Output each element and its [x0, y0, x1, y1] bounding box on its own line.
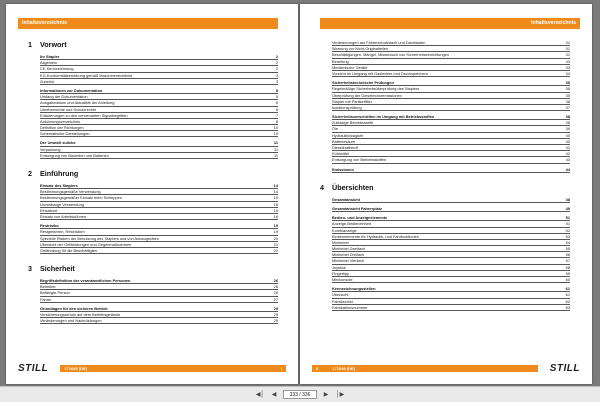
- toc-entry-page: 57: [565, 258, 570, 264]
- toc-entry-title: Entsorgung von Betriebsstoffen: [332, 157, 387, 163]
- toc-entry-title: Betreiber: [40, 284, 56, 290]
- toc-entry-title: Abkürzungsverzeichnis: [40, 118, 81, 124]
- toc-entry-title: Veränderungen und Nachrüstungen: [40, 318, 102, 324]
- toc-entry-title: Bestimmungsgemäßer Einsatz beim Schleppen: [40, 195, 122, 201]
- section-number: 2: [28, 169, 32, 178]
- toc-entry-page: 61: [565, 286, 570, 292]
- section-heading: [320, 182, 570, 192]
- toc-entry-page: 29: [273, 312, 278, 317]
- prev-page-icon[interactable]: ◀: [271, 392, 277, 398]
- toc-entry-title: Emissionen: [332, 166, 354, 172]
- doc-code: 171649 [DE]: [332, 365, 355, 371]
- toc-entry-page: 2: [275, 60, 278, 66]
- toc-entry-title: Kombianzeige: [332, 227, 357, 233]
- toc-entry-page: 53: [565, 233, 570, 239]
- section-title: Einführung: [40, 169, 79, 178]
- toc-entry-title: Veränderungen am Fahrerschutzdach und Dachlasten: [332, 40, 426, 45]
- toc-entry-title: Beschädigungen, Mängel, Missbrauch von Sicherheitseinrichtungen: [332, 52, 450, 58]
- toc-entry-page: 38: [565, 120, 570, 126]
- toc-entry-title: Regelmäßige Sicherheitsüberprüfung des Staplers: [332, 86, 420, 92]
- toc-entry-page: 15: [273, 195, 278, 201]
- toc-entry-title: Urheberrechte und Schutzrechte: [40, 106, 97, 112]
- toc-entry-page: 10: [273, 131, 278, 137]
- toc-entry-page: 31: [565, 40, 570, 45]
- toc-entry[interactable]: [40, 318, 278, 324]
- toc-entry-page: 62: [565, 298, 570, 304]
- section-gap: [28, 254, 278, 264]
- toc-entry-page: 58: [565, 264, 570, 270]
- toc-entry-page: 42: [565, 151, 570, 157]
- toc-entry-title: Einsatzort: [40, 207, 58, 213]
- toc-entry-title: Unzulässige Verwendung: [40, 201, 84, 207]
- toc-entry-title: Ihr Stapler: [40, 54, 60, 59]
- toc-entry-page: 38: [565, 114, 570, 120]
- toc-entry-page: 7: [275, 112, 278, 118]
- still-logo: STILL: [18, 362, 49, 374]
- section-title: Sicherheit: [40, 264, 75, 274]
- toc-entry-page: 6: [275, 100, 278, 106]
- toc-entry-page: 19: [273, 223, 278, 229]
- toc-entry-page: 51: [565, 221, 570, 227]
- section-number: 1: [28, 40, 32, 49]
- toc-entry-title: Sicherheitsvorschriften im Umgang mit Betriebsstoffen: [332, 114, 435, 120]
- toc-entry-title: Warnung vor Nicht-Originalteilen: [332, 46, 389, 52]
- section-gap: [28, 159, 278, 169]
- toc-entry-title: Minihebel Zweifach: [332, 246, 366, 252]
- toc-entry-title: Minihebel: [332, 239, 349, 245]
- toc-entry-title: Medizinische Geräte: [332, 64, 368, 70]
- toc-entry-page: 18: [273, 213, 278, 219]
- toc-entry-page: 11: [273, 140, 278, 146]
- toc-entry-title: Befähigte Person: [40, 290, 70, 296]
- doc-code: 171649 [DE]: [64, 365, 87, 371]
- section-title: Vorwort: [40, 40, 67, 49]
- toc-entry-page: 14: [273, 183, 278, 188]
- toc-entry-title: Öle: [332, 126, 339, 132]
- toc-entry-page: 44: [565, 166, 570, 172]
- page-number-input[interactable]: 333 / 336: [283, 390, 317, 399]
- section-heading: [28, 169, 278, 178]
- toc-entry-title: Bedien- und Anzeigeelemente: [332, 215, 388, 221]
- toc-entry-title: Einsatz des Staplers: [40, 183, 78, 188]
- toc-entry-title: Gesamtansicht Fahrerplatz: [332, 205, 382, 211]
- toc-entry-page: 10: [273, 125, 278, 131]
- section-number: 4: [320, 182, 324, 192]
- toc-entry-page: 20: [273, 235, 278, 241]
- toc-entry-page: 11: [273, 146, 278, 152]
- toc-entry-title: Vorsicht im Umgang mit Gasfedern und Druckspeichern: [332, 70, 429, 76]
- section-number: 3: [28, 264, 32, 274]
- toc-entry-title: Schematische Darstellungen: [40, 131, 90, 137]
- toc-entry-page: 29: [273, 318, 278, 324]
- page-number: II: [316, 365, 319, 371]
- last-page-icon[interactable]: │▶: [335, 392, 345, 398]
- toc-entry-title: Versicherungsschutz auf dem Betriebsgelände: [40, 312, 121, 317]
- toc-entry-title: Hydrauliküssigkeit: [332, 132, 364, 138]
- toc-entry-page: 56: [565, 252, 570, 258]
- toc-entry-title: Zubehör: [40, 78, 55, 84]
- toc-entry-page: 6: [275, 106, 278, 112]
- section-gap: [320, 173, 570, 183]
- toc-entry-title: Restgefahren, Restrisiken: [40, 229, 85, 235]
- toc-entry-title: Gesamtansicht: [332, 196, 360, 202]
- footer-bar: [312, 365, 538, 372]
- toc-entry-page: 33: [565, 58, 570, 64]
- toc-entry-page: 63: [565, 304, 570, 310]
- toc-entry-page: 5: [275, 87, 278, 93]
- toc-entry-page: 29: [273, 305, 278, 311]
- toc-entry-title: Umfang der Dokumentation: [40, 94, 88, 100]
- toc-entry-title: Anzeige-Bedieneinheit: [332, 221, 371, 227]
- toc-entry-title: Minihebel Dreifach: [332, 252, 365, 258]
- toc-entry-page: 19: [273, 229, 278, 235]
- toc-entry-title: Übersicht: [332, 292, 349, 298]
- toc-entry-page: 59: [565, 270, 570, 276]
- toc-entry-title: Der Umwelt zuliebe: [40, 140, 76, 146]
- toc-entry-page: 60: [565, 277, 570, 282]
- toc-entry-page: 52: [565, 227, 570, 233]
- toc-entry-page: 26: [273, 284, 278, 290]
- toc-entry-title: Überprüfung der Dieselmotoremissionen: [332, 92, 402, 98]
- toc-entry-title: Einsatz von Arbeitsbühnen: [40, 213, 87, 219]
- right-page: [300, 4, 592, 384]
- next-page-icon[interactable]: ▶: [323, 392, 329, 398]
- toc-entry-page: 41: [565, 145, 570, 150]
- toc-entry-title: Isolationsprüfung: [332, 104, 362, 110]
- toc-entry-page: 40: [565, 138, 570, 144]
- footer-bar: [60, 365, 286, 372]
- toc-entry-page: 16: [273, 201, 278, 207]
- toc-entry-title: Bedienelemente für Hydraulik- und Fahrfunktionen: [332, 233, 419, 239]
- toc-entry-page: 35: [565, 92, 570, 98]
- toc-entry-page: 16: [273, 207, 278, 213]
- toc-entry-page: 43: [565, 157, 570, 163]
- toc-entry-title: Bestimmungsgemäße Verwendung: [40, 189, 101, 195]
- toc-entry-title: Kühlmittel: [332, 151, 350, 157]
- toc-entry-page: 27: [273, 296, 278, 302]
- toc-entry-title: Gefährdung für die Beschäftigten: [40, 247, 98, 253]
- toc-entry-page: 54: [565, 239, 570, 245]
- toc-entry-page: 31: [565, 46, 570, 52]
- viewer-toolbar: [0, 386, 600, 402]
- toc-entry-page: 61: [565, 292, 570, 298]
- toc-entry-title: Minihebel Vierfach: [332, 258, 364, 264]
- toc-entry-page: 51: [565, 215, 570, 221]
- section-heading: [28, 40, 278, 49]
- page-header: Inhaltsverzeichnis: [320, 18, 580, 29]
- toc-entry-title: Minikonsole: [332, 277, 353, 282]
- toc-entry-page: 22: [273, 247, 278, 253]
- toc-entry-page: 35: [565, 80, 570, 86]
- still-logo: STILL: [549, 362, 580, 374]
- toc-entry-page: 55: [565, 246, 570, 252]
- toc-entry-page: 2: [275, 54, 278, 59]
- section-heading: [28, 264, 278, 274]
- left-page: [6, 4, 298, 384]
- toc-entry-page: 49: [565, 205, 570, 211]
- toc-entry-title: EG-Konformitätserklärung gemäß Maschinenrichtlinie: [40, 72, 133, 78]
- toc-entry-page: 14: [273, 189, 278, 195]
- toc-entry-page: 36: [565, 98, 570, 104]
- toc-entry-title: Erläuterungen zu den verwendeten Signalbegriffen: [40, 112, 128, 118]
- toc-entry-title: Joystick: [332, 264, 346, 270]
- toc-entry-page: 37: [565, 104, 570, 110]
- toc-entry-title: CE-Kennzeichnung: [40, 66, 74, 72]
- toc-entry-page: 40: [565, 132, 570, 138]
- toc-entry-title: Ausgabedatum und Aktualität der Anleitung: [40, 100, 115, 106]
- toc-entry-title: Stapler mit Partikelfilter: [332, 98, 372, 104]
- toc-entry-title: Fabrikschild: [332, 298, 353, 304]
- toc-entry-page: 21: [273, 241, 278, 247]
- page-header: Inhaltsverzeichnis: [18, 18, 278, 29]
- toc-entry-title: Dieselkraftstoff: [332, 145, 358, 150]
- toc-entry-title: Grundlagen für den sicheren Betrieb: [40, 305, 108, 311]
- toc-entry-title: Fingertipp: [332, 270, 350, 276]
- toc-entry-page: 2: [275, 66, 278, 72]
- toc-entry-title: Spezielle Risiken der Benutzung des Staplers und von Anbaugeräten: [40, 235, 159, 241]
- toc-entry-title: Sicherheitstechnische Prüfungen: [332, 80, 394, 86]
- toc-entry-title: Batteriesäure: [332, 138, 356, 144]
- first-page-icon[interactable]: ◀│: [255, 392, 265, 398]
- toc-content: [28, 40, 278, 324]
- toc-entry-page: 33: [565, 64, 570, 70]
- toc-entry-title: Restrisiko: [40, 223, 59, 229]
- toc-entry-title: Zulässige Betriebsstoffe: [332, 120, 374, 126]
- toc-entry-title: Fahrer: [40, 296, 52, 302]
- toc-entry-title: Fabrikationsnummer: [332, 304, 368, 310]
- toc-entry-title: Verpackung: [40, 146, 61, 152]
- toc-entry-page: 3: [275, 72, 278, 78]
- page-footer: [18, 362, 286, 374]
- toc-entry-page: 8: [275, 118, 278, 124]
- toc-entry-title: Definition der Richtungen: [40, 125, 84, 131]
- toc-entry-title: Bereifung: [332, 58, 349, 64]
- toc-entry-title: Kennzeichnungsstellen: [332, 286, 376, 292]
- toc-entry-page: 34: [565, 70, 570, 76]
- toc-entry-page: 35: [565, 86, 570, 92]
- toc-entry-title: Übersicht der Gefährdungen und Gegenmaßnahmen: [40, 241, 132, 247]
- toc-entry-page: 39: [565, 126, 570, 132]
- section-title: Übersichten: [332, 182, 374, 192]
- page-number: I: [280, 365, 282, 371]
- toc-entry-page: 5: [275, 94, 278, 100]
- toc-entry-page: 31: [565, 52, 570, 58]
- toc-entry-page: 11: [273, 152, 278, 158]
- toc-entry-page: 26: [273, 278, 278, 284]
- toc-entry-title: Informationen zur Dokumentation: [40, 87, 103, 93]
- toc-entry-page: 48: [565, 196, 570, 202]
- toc-entry-page: 3: [275, 78, 278, 84]
- toc-entry-title: Begriffsdefinition der verantwortlichen Personen: [40, 278, 131, 284]
- toc-entry[interactable]: [332, 305, 570, 311]
- toc-content: [320, 40, 570, 311]
- toc-entry-page: 26: [273, 290, 278, 296]
- toc-entry-title: Allgemein: [40, 60, 58, 66]
- toc-entry-title: Entsorgung von Bauteilen und Batterien: [40, 152, 109, 158]
- page-footer: [312, 362, 580, 374]
